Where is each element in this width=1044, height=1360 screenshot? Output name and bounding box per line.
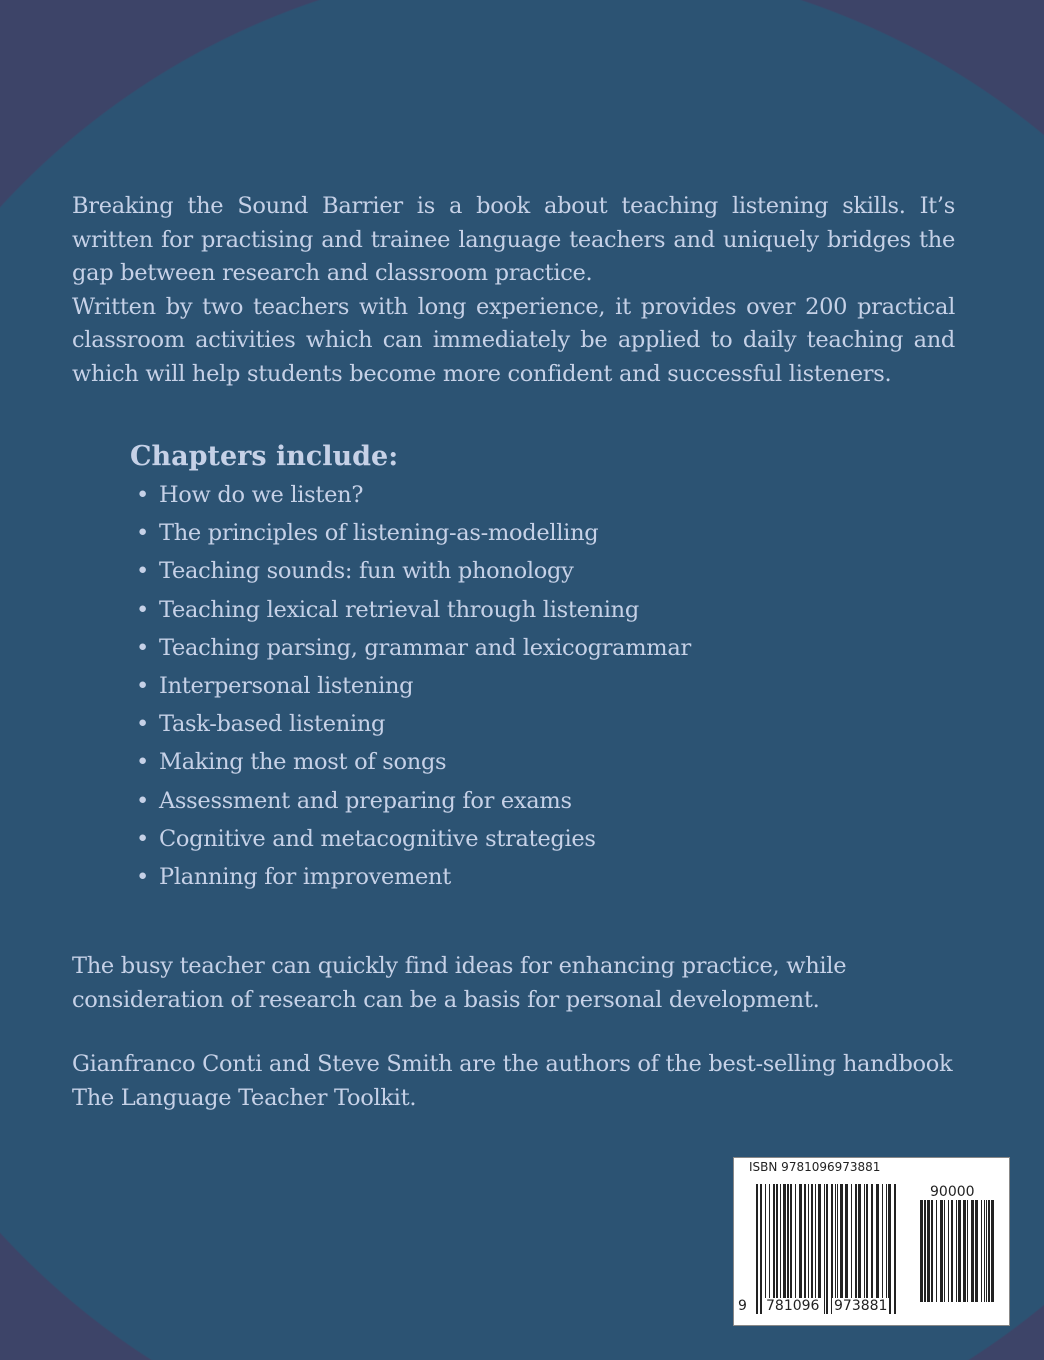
barcode-bar xyxy=(927,1200,930,1302)
barcode-bar xyxy=(871,1184,873,1314)
barcode-bar xyxy=(835,1184,836,1314)
barcode-bar xyxy=(783,1184,786,1314)
barcode-bar xyxy=(804,1184,806,1314)
barcode-bar xyxy=(773,1184,775,1314)
chapter-item: • Planning for improvement xyxy=(130,858,691,896)
chapter-item: • Teaching sounds: fun with phonology xyxy=(130,552,691,590)
barcode-bar xyxy=(886,1184,887,1314)
barcode-addon-digits: 90000 xyxy=(930,1184,975,1200)
chapter-item: • The principles of listening-as-modelling xyxy=(130,514,691,552)
barcode-bar xyxy=(920,1200,923,1302)
barcode-bar xyxy=(808,1184,809,1314)
chapter-item: • Teaching lexical retrieval through listening xyxy=(130,591,691,629)
barcode-bar xyxy=(851,1184,852,1314)
chapter-item: • Making the most of songs xyxy=(130,743,691,781)
barcode-bar xyxy=(824,1184,825,1314)
barcode-bar xyxy=(790,1184,792,1314)
barcode-bar xyxy=(944,1200,945,1302)
intro-paragraph-1: Breaking the Sound Barrier is a book about teaching listening skills. It’s written for practising and trainee language teachers and uniquely bridges the gap between research and classroom practice. xyxy=(72,193,955,286)
intro-paragraph-2: Written by two teachers with long experience, it provides over 200 practical classroom activities which can immediately be applied to daily teaching and which will help students become more confident and successful listeners. xyxy=(72,293,955,387)
barcode-bar xyxy=(975,1200,978,1302)
chapters-list xyxy=(130,476,691,896)
chapter-item: • How do we listen? xyxy=(130,476,691,514)
chapter-item: • Cognitive and metacognitive strategies xyxy=(130,820,691,858)
barcode-bar xyxy=(831,1184,833,1314)
barcode-bar xyxy=(971,1200,974,1302)
chapter-item: • Task-based listening xyxy=(130,705,691,743)
barcode-bar xyxy=(924,1200,926,1302)
barcode-bar xyxy=(951,1200,953,1302)
barcode-bar xyxy=(795,1184,796,1314)
barcode-bar xyxy=(769,1184,770,1314)
barcode-bar xyxy=(776,1184,778,1314)
barcode-bar xyxy=(760,1184,762,1314)
chapter-item: • Assessment and preparing for exams xyxy=(130,782,691,820)
barcode-bar xyxy=(988,1200,990,1302)
isbn-label: ISBN 9781096973881 xyxy=(749,1160,881,1174)
barcode-bar xyxy=(936,1200,937,1302)
isbn-barcode xyxy=(733,1157,1010,1326)
barcode-bar xyxy=(780,1184,781,1314)
barcode-bar xyxy=(963,1200,966,1302)
barcode-bar xyxy=(837,1184,838,1314)
barcode-bar xyxy=(940,1200,943,1302)
barcode-bar xyxy=(991,1200,994,1302)
barcode-bar xyxy=(967,1200,968,1302)
barcode-bar xyxy=(984,1200,985,1302)
barcode-bar xyxy=(799,1184,802,1314)
barcode-bar xyxy=(894,1184,896,1314)
barcode-bars xyxy=(756,1184,896,1314)
barcode-bar xyxy=(882,1184,883,1314)
chapter-item: • Interpersonal listening xyxy=(130,667,691,705)
barcode-bar xyxy=(765,1184,766,1314)
barcode-bar xyxy=(815,1184,816,1314)
barcode-bar xyxy=(787,1184,789,1314)
barcode-bar xyxy=(876,1184,879,1314)
barcode-bar xyxy=(958,1200,961,1302)
barcode-bar xyxy=(956,1200,957,1302)
authors-text: Gianfranco Conti and Steve Smith are the authors of the best-selling handbook The Language Teacher Toolkit. xyxy=(72,1051,953,1111)
barcode-bar xyxy=(948,1200,949,1302)
barcode-bar xyxy=(855,1184,857,1314)
barcode-bar xyxy=(888,1184,891,1314)
barcode-bar xyxy=(866,1184,868,1314)
barcode-first-digit: 9 xyxy=(738,1298,747,1314)
barcode-bar xyxy=(931,1200,933,1302)
barcode-bar xyxy=(864,1184,865,1314)
barcode-bar xyxy=(818,1184,821,1314)
barcode-right-digits: 973881 xyxy=(834,1298,888,1314)
chapter-item: • Teaching parsing, grammar and lexicogrammar xyxy=(130,629,691,667)
barcode-bar xyxy=(986,1200,987,1302)
addon-barcode-bars xyxy=(920,1200,994,1302)
barcode-bar xyxy=(840,1184,843,1314)
barcode-bar xyxy=(981,1200,982,1302)
barcode-bar xyxy=(845,1184,848,1314)
chapters-section xyxy=(130,440,691,896)
barcode-bar xyxy=(811,1184,813,1314)
intro-text xyxy=(72,190,955,391)
chapters-heading: Chapters include: xyxy=(130,441,399,472)
barcode-left-digits: 781096 xyxy=(766,1298,820,1314)
barcode-bar xyxy=(858,1184,861,1314)
barcode-bar xyxy=(756,1184,758,1314)
barcode-bar xyxy=(826,1184,828,1314)
busy-teacher-text: The busy teacher can quickly find ideas for enhancing practice, while consideration of research can be a basis for personal development. xyxy=(72,953,847,1013)
